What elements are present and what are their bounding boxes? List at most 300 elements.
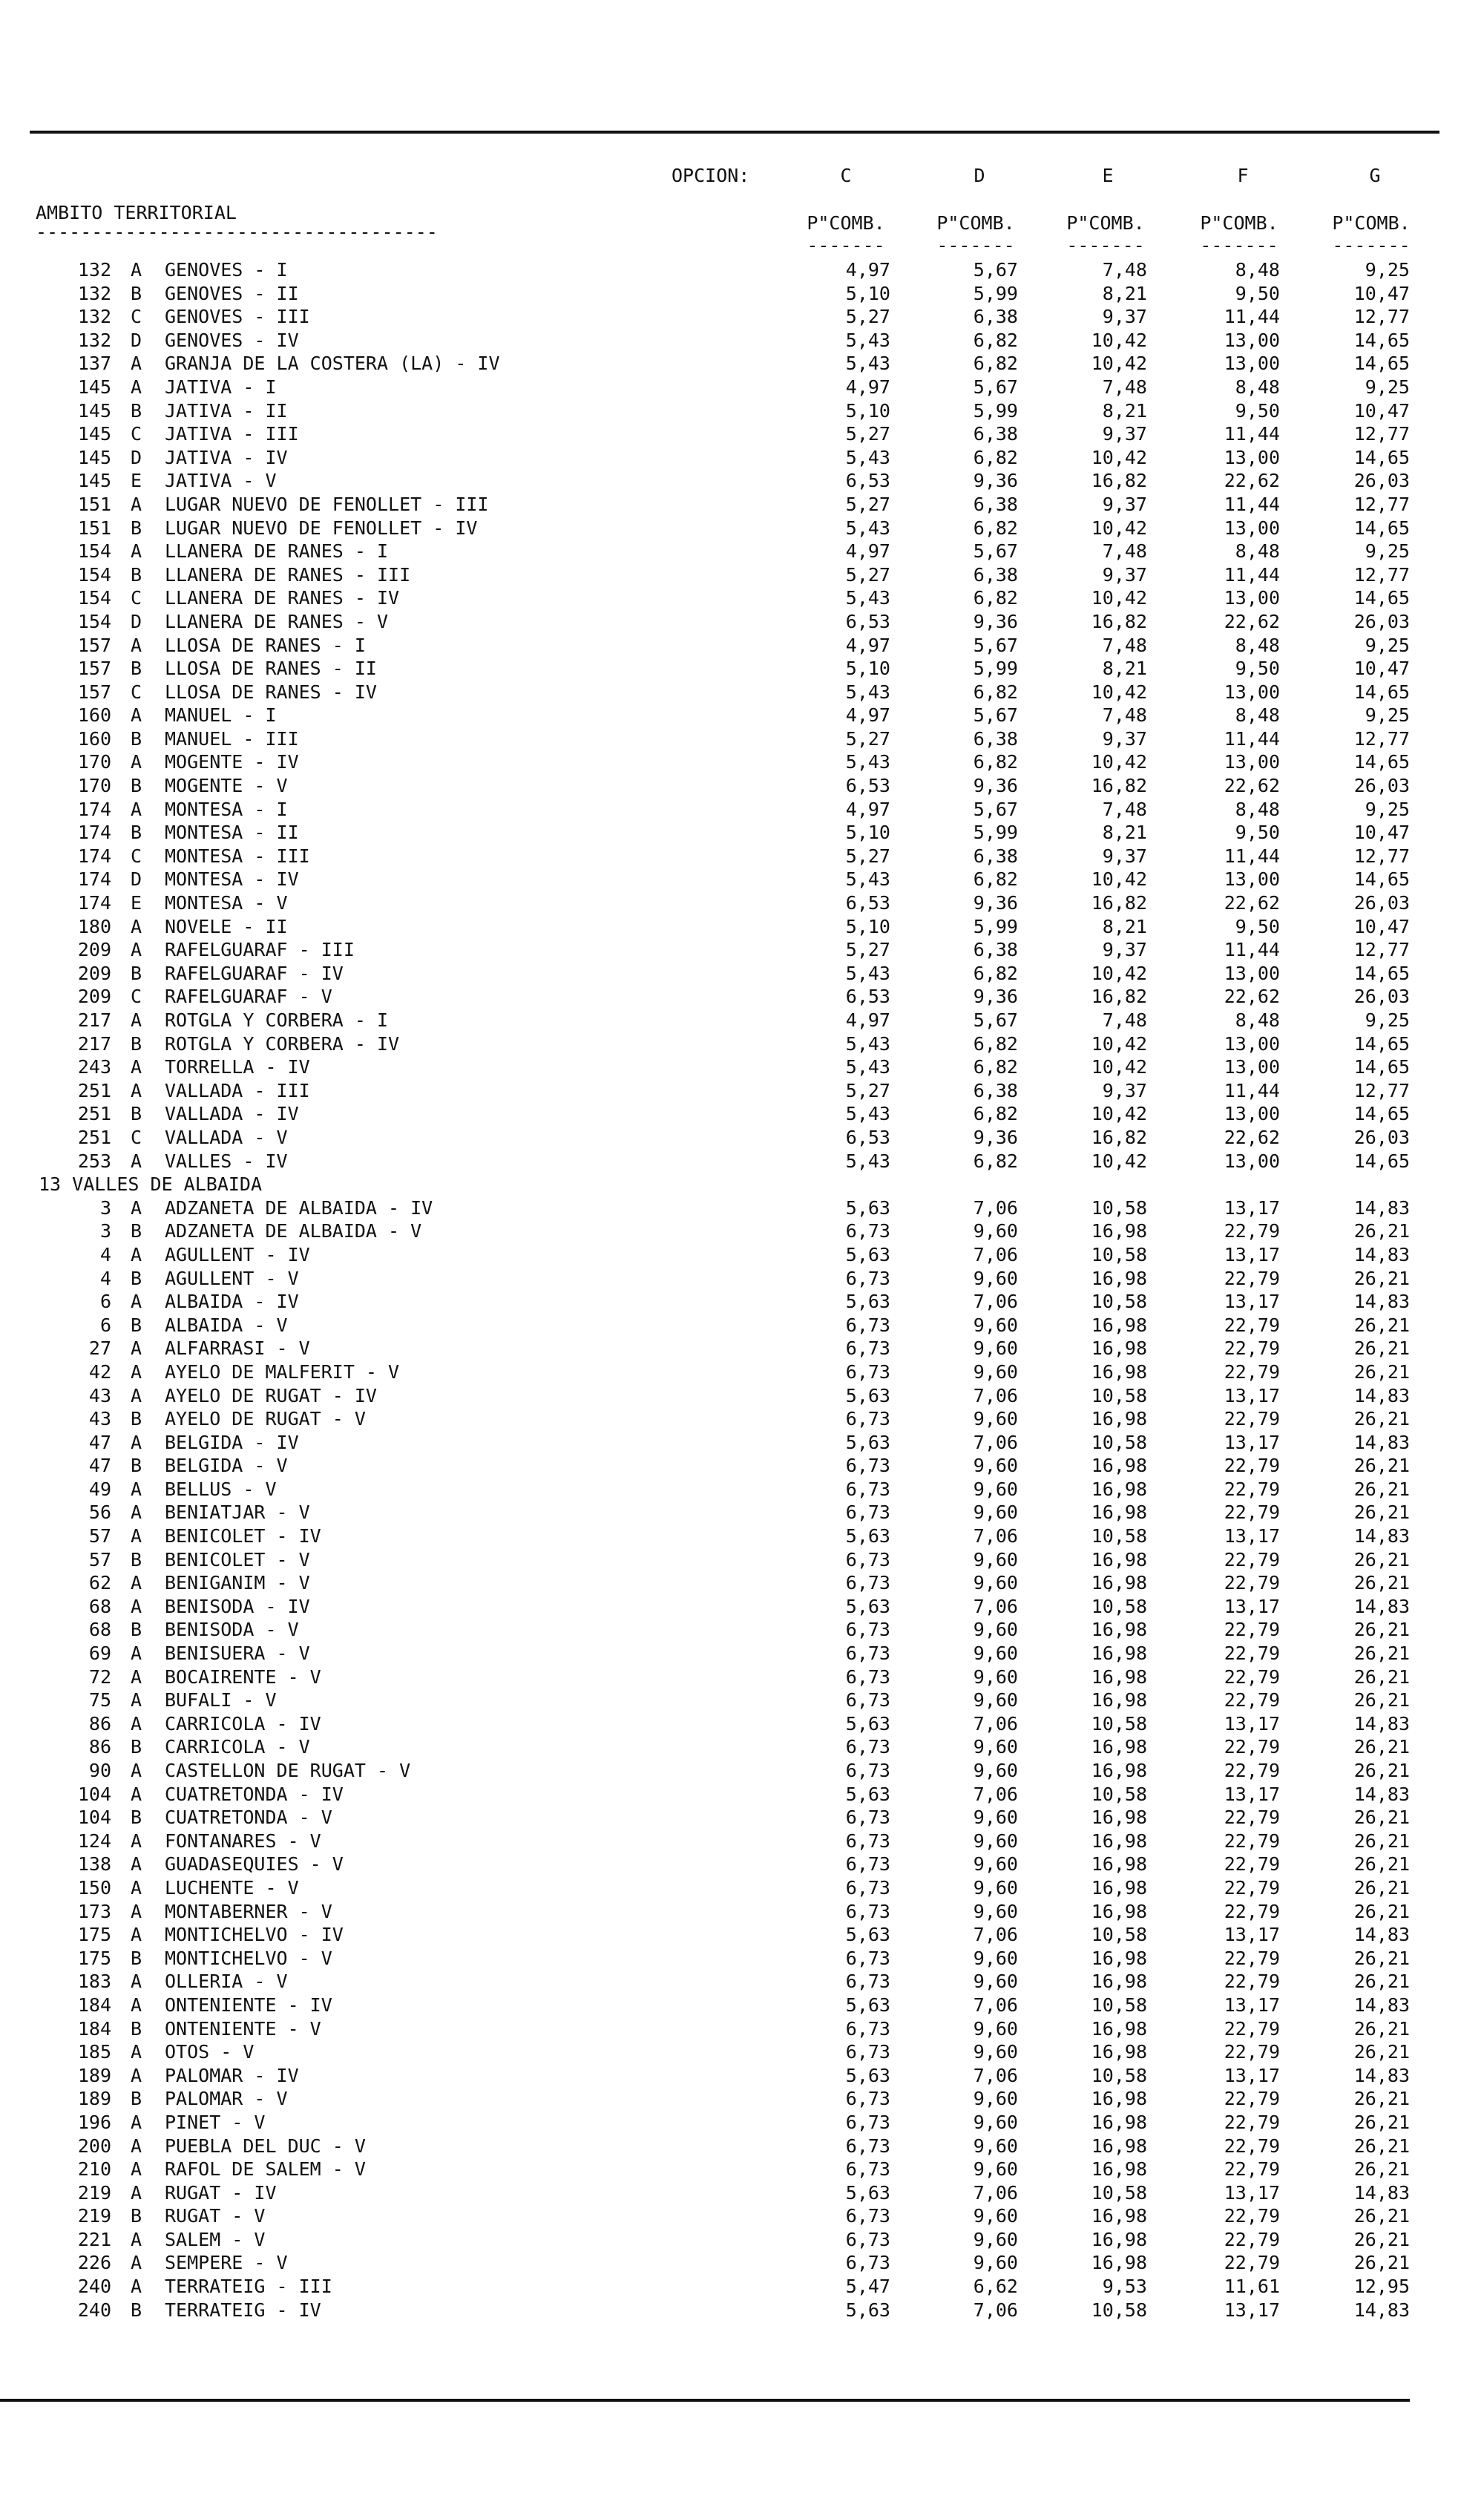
municipality-code: 56: [88, 1501, 111, 1524]
price-value-d: 9,60: [973, 2158, 1018, 2181]
price-value-g: 26,03: [1353, 470, 1410, 492]
zone-letter: B: [131, 2299, 142, 2321]
price-value-c: 6,73: [845, 1267, 890, 1289]
price-value-g: 26,21: [1353, 1760, 1410, 1781]
municipality-code: 157: [77, 681, 111, 703]
municipality-name: NOVELE - II: [165, 915, 288, 937]
price-value-e: 10,58: [1091, 1783, 1147, 1805]
price-value-g: 12,77: [1353, 493, 1410, 515]
price-value-c: 4,97: [845, 259, 890, 281]
price-value-c: 6,73: [845, 1642, 890, 1665]
price-value-g: 26,21: [1353, 1408, 1410, 1430]
price-value-e: 9,37: [1102, 423, 1147, 445]
municipality-code: 174: [77, 822, 111, 844]
price-value-g: 12,77: [1353, 845, 1410, 867]
price-value-d: 5,99: [973, 822, 1018, 844]
municipality-name: TERRATEIG - IV: [165, 2299, 321, 2321]
price-value-f: 22,79: [1224, 1807, 1280, 1829]
price-value-g: 26,21: [1353, 2135, 1410, 2157]
price-value-e: 16,98: [1091, 1337, 1147, 1360]
price-value-f: 13,17: [1224, 1924, 1280, 1946]
table-row: [0, 1595, 1484, 1619]
price-value-e: 7,48: [1102, 704, 1147, 727]
price-value-f: 22,79: [1224, 2252, 1280, 2274]
price-value-e: 16,98: [1091, 1360, 1147, 1383]
price-value-g: 14,83: [1353, 1243, 1410, 1265]
price-value-f: 22,79: [1224, 2228, 1280, 2250]
municipality-code: 209: [77, 962, 111, 984]
price-value-g: 26,21: [1353, 1807, 1410, 1829]
price-value-e: 16,82: [1091, 610, 1147, 632]
zone-letter: D: [131, 329, 142, 351]
price-value-f: 11,44: [1224, 1079, 1280, 1101]
price-value-e: 16,98: [1091, 1736, 1147, 1758]
price-value-f: 22,79: [1224, 1337, 1280, 1360]
price-value-d: 9,60: [973, 1642, 1018, 1665]
price-value-g: 14,83: [1353, 1994, 1410, 2016]
price-value-e: 16,82: [1091, 986, 1147, 1008]
table-row: [0, 1618, 1484, 1642]
price-value-c: 6,53: [845, 986, 890, 1008]
municipality-name: ALBAIDA - IV: [165, 1291, 299, 1313]
municipality-name: AYELO DE MALFERIT - V: [165, 1360, 400, 1383]
zone-letter: A: [131, 1830, 142, 1852]
zone-letter: B: [131, 1267, 142, 1289]
table-row: [0, 2087, 1484, 2111]
price-value-d: 9,60: [973, 1478, 1018, 1500]
price-value-c: 6,73: [845, 1689, 890, 1712]
municipality-name: BELGIDA - V: [165, 1455, 288, 1477]
price-value-d: 9,60: [973, 1947, 1018, 1969]
table-row: [0, 2135, 1484, 2158]
municipality-code: 184: [77, 2017, 111, 2040]
price-value-f: 13,00: [1224, 329, 1280, 351]
table-row: [0, 1783, 1484, 1807]
price-value-g: 26,21: [1353, 1337, 1410, 1360]
municipality-name: MONTESA - V: [165, 892, 288, 914]
price-value-g: 14,65: [1353, 868, 1410, 891]
table-row: [0, 1876, 1484, 1900]
price-value-g: 26,21: [1353, 1572, 1410, 1594]
municipality-code: 221: [77, 2228, 111, 2250]
zone-letter: A: [131, 915, 142, 937]
price-value-c: 6,73: [845, 2041, 890, 2063]
zone-letter: B: [131, 1220, 142, 1242]
price-value-g: 9,25: [1365, 540, 1410, 563]
price-value-d: 9,60: [973, 1548, 1018, 1570]
price-value-c: 5,10: [845, 399, 890, 422]
municipality-name: PUEBLA DEL DUC - V: [165, 2135, 366, 2157]
municipality-code: 174: [77, 845, 111, 867]
column-header-g: [1312, 212, 1431, 257]
municipality-name: AGULLENT - V: [165, 1267, 299, 1289]
municipality-code: 132: [77, 329, 111, 351]
municipality-code: 47: [88, 1455, 111, 1477]
price-value-c: 5,10: [845, 282, 890, 304]
zone-letter: B: [131, 1947, 142, 1969]
price-value-d: 6,82: [973, 962, 1018, 984]
municipality-code: 145: [77, 399, 111, 422]
price-value-g: 9,25: [1365, 798, 1410, 820]
price-value-d: 9,60: [973, 1220, 1018, 1242]
municipality-code: 217: [77, 1032, 111, 1055]
price-value-e: 16,98: [1091, 1853, 1147, 1876]
municipality-code: 210: [77, 2158, 111, 2181]
price-value-f: 22,79: [1224, 2088, 1280, 2110]
municipality-code: 137: [77, 353, 111, 375]
price-value-c: 5,27: [845, 845, 890, 867]
price-value-g: 14,83: [1353, 1783, 1410, 1805]
price-value-d: 9,60: [973, 1900, 1018, 1922]
municipality-name: TORRELLA - IV: [165, 1056, 310, 1078]
price-value-e: 16,82: [1091, 775, 1147, 797]
price-value-f: 8,48: [1235, 704, 1280, 727]
zone-letter: A: [131, 1337, 142, 1360]
zone-letter: E: [131, 892, 142, 914]
price-value-d: 9,60: [973, 1807, 1018, 1829]
price-value-f: 22,79: [1224, 2205, 1280, 2227]
zone-letter: B: [131, 1455, 142, 1477]
table-row: [0, 2275, 1484, 2299]
price-value-c: 5,43: [845, 446, 890, 468]
price-value-c: 6,53: [845, 610, 890, 632]
ambito-territorial-heading: AMBITO TERRITORIAL: [36, 202, 237, 223]
municipality-name: ALBAIDA - V: [165, 1314, 288, 1336]
price-value-d: 9,60: [973, 2088, 1018, 2110]
price-value-g: 26,21: [1353, 2088, 1410, 2110]
zone-letter: A: [131, 634, 142, 656]
zone-letter: A: [131, 1900, 142, 1922]
price-value-d: 9,60: [973, 1337, 1018, 1360]
municipality-code: 175: [77, 1947, 111, 1969]
table-row: [0, 1524, 1484, 1548]
price-value-c: 5,43: [845, 1150, 890, 1172]
price-value-g: 26,21: [1353, 1642, 1410, 1665]
price-value-c: 5,63: [845, 2181, 890, 2204]
price-value-e: 16,98: [1091, 1619, 1147, 1641]
zone-letter: A: [131, 2181, 142, 2204]
municipality-name: BENIATJAR - V: [165, 1501, 310, 1524]
price-value-e: 16,98: [1091, 1548, 1147, 1570]
municipality-name: ALFARRASI - V: [165, 1337, 310, 1360]
column-letter-f: F: [1237, 165, 1249, 186]
price-value-e: 16,98: [1091, 1876, 1147, 1899]
price-value-f: 8,48: [1235, 259, 1280, 281]
municipality-name: RUGAT - IV: [165, 2181, 277, 2204]
zone-letter: B: [131, 517, 142, 539]
price-value-c: 6,73: [845, 1665, 890, 1688]
municipality-name: CUATRETONDA - V: [165, 1807, 332, 1829]
price-value-g: 14,83: [1353, 1384, 1410, 1406]
municipality-code: 196: [77, 2111, 111, 2133]
price-value-e: 16,98: [1091, 2158, 1147, 2181]
zone-letter: B: [131, 2017, 142, 2040]
zone-letter: A: [131, 1760, 142, 1781]
price-value-g: 26,21: [1353, 1478, 1410, 1500]
price-value-f: 22,79: [1224, 1572, 1280, 1594]
table-row: [0, 634, 1484, 658]
price-value-f: 13,17: [1224, 2181, 1280, 2204]
price-value-g: 26,21: [1353, 1876, 1410, 1899]
table-row: [0, 1196, 1484, 1220]
price-value-e: 16,98: [1091, 2111, 1147, 2133]
price-value-e: 10,42: [1091, 1150, 1147, 1172]
municipality-code: 200: [77, 2135, 111, 2157]
price-value-f: 22,79: [1224, 1619, 1280, 1641]
table-row: [0, 1079, 1484, 1103]
municipality-name: GRANJA DE LA COSTERA (LA) - IV: [165, 353, 500, 375]
municipality-code: 170: [77, 751, 111, 773]
municipality-code: 72: [88, 1665, 111, 1688]
price-value-c: 6,73: [845, 1220, 890, 1242]
municipality-code: 86: [88, 1712, 111, 1735]
price-value-d: 6,82: [973, 1103, 1018, 1125]
municipality-name: RAFOL DE SALEM - V: [165, 2158, 366, 2181]
municipality-code: 150: [77, 1876, 111, 1899]
column-letter-e: E: [1102, 165, 1114, 186]
price-value-f: 22,79: [1224, 1408, 1280, 1430]
price-value-c: 6,73: [845, 2088, 890, 2110]
price-value-e: 10,58: [1091, 1924, 1147, 1946]
price-value-g: 12,77: [1353, 939, 1410, 961]
zone-letter: A: [131, 376, 142, 398]
price-value-f: 11,44: [1224, 563, 1280, 586]
municipality-code: 174: [77, 868, 111, 891]
price-value-g: 14,83: [1353, 1712, 1410, 1735]
price-value-c: 6,73: [845, 1900, 890, 1922]
municipality-name: BENIGANIM - V: [165, 1572, 310, 1594]
price-value-d: 9,36: [973, 775, 1018, 797]
municipality-name: MANUEL - III: [165, 727, 299, 750]
price-value-c: 6,73: [845, 2017, 890, 2040]
table-row: [0, 985, 1484, 1009]
zone-letter: B: [131, 563, 142, 586]
price-value-c: 4,97: [845, 798, 890, 820]
price-value-c: 5,27: [845, 306, 890, 328]
zone-letter: A: [131, 1150, 142, 1172]
price-value-g: 10,47: [1353, 658, 1410, 680]
price-value-f: 22,79: [1224, 2111, 1280, 2133]
table-row: [0, 1501, 1484, 1524]
price-value-e: 9,37: [1102, 939, 1147, 961]
price-value-c: 6,73: [845, 1455, 890, 1477]
price-value-d: 9,36: [973, 1126, 1018, 1148]
price-value-c: 5,63: [845, 1291, 890, 1313]
table-row: [0, 727, 1484, 751]
price-value-f: 22,79: [1224, 2041, 1280, 2063]
price-value-f: 13,17: [1224, 1525, 1280, 1547]
table-row: [0, 1735, 1484, 1759]
zone-letter: A: [131, 2041, 142, 2063]
price-value-c: 6,53: [845, 1126, 890, 1148]
table-row: [0, 2251, 1484, 2275]
table-row: [0, 2228, 1484, 2252]
column-letter-d: D: [974, 165, 985, 186]
price-value-d: 7,06: [973, 1924, 1018, 1946]
table-row: [0, 704, 1484, 727]
zone-letter: A: [131, 2228, 142, 2250]
municipality-name: GENOVES - IV: [165, 329, 299, 351]
table-row: [0, 1947, 1484, 1971]
price-value-d: 5,67: [973, 1009, 1018, 1031]
price-value-d: 9,60: [973, 1971, 1018, 1993]
price-value-c: 6,73: [845, 1830, 890, 1852]
municipality-code: 154: [77, 563, 111, 586]
price-value-g: 26,21: [1353, 2111, 1410, 2133]
price-value-d: 6,38: [973, 563, 1018, 586]
table-row: [0, 891, 1484, 915]
municipality-code: 90: [88, 1760, 111, 1781]
price-value-d: 7,06: [973, 1994, 1018, 2016]
zone-letter: B: [131, 2088, 142, 2110]
zone-letter: B: [131, 727, 142, 750]
zone-letter: A: [131, 798, 142, 820]
column-header-rule: -------: [807, 235, 885, 256]
price-value-c: 6,73: [845, 2158, 890, 2181]
table-row: [0, 1407, 1484, 1431]
municipality-name: CARRICOLA - V: [165, 1736, 310, 1758]
price-value-d: 9,60: [973, 1760, 1018, 1781]
price-value-e: 7,48: [1102, 376, 1147, 398]
price-value-f: 22,79: [1224, 1736, 1280, 1758]
municipality-code: 145: [77, 470, 111, 492]
price-value-f: 22,62: [1224, 986, 1280, 1008]
price-value-f: 22,79: [1224, 1360, 1280, 1383]
price-value-g: 14,65: [1353, 1056, 1410, 1078]
municipality-code: 174: [77, 892, 111, 914]
price-value-e: 16,98: [1091, 2041, 1147, 2063]
price-value-d: 7,06: [973, 1712, 1018, 1735]
section-heading: [0, 1173, 1484, 1196]
price-value-g: 14,65: [1353, 1103, 1410, 1125]
price-value-f: 13,00: [1224, 1056, 1280, 1078]
municipality-code: 69: [88, 1642, 111, 1665]
price-value-g: 14,65: [1353, 1032, 1410, 1055]
price-value-e: 10,58: [1091, 1525, 1147, 1547]
table-row: [0, 1478, 1484, 1501]
price-value-e: 7,48: [1102, 1009, 1147, 1031]
price-value-e: 16,98: [1091, 1220, 1147, 1242]
price-value-g: 26,21: [1353, 1314, 1410, 1336]
price-value-d: 6,82: [973, 1150, 1018, 1172]
price-value-f: 22,79: [1224, 1900, 1280, 1922]
municipality-code: 6: [99, 1291, 111, 1313]
price-value-g: 12,77: [1353, 423, 1410, 445]
municipality-name: BUFALI - V: [165, 1689, 277, 1712]
municipality-code: 68: [88, 1619, 111, 1641]
municipality-code: 132: [77, 306, 111, 328]
price-value-e: 7,48: [1102, 259, 1147, 281]
column-header-rule: -------: [1066, 235, 1145, 256]
price-value-c: 4,97: [845, 634, 890, 656]
column-header-label: P"COMB.: [807, 212, 885, 234]
municipality-name: VALLES - IV: [165, 1150, 288, 1172]
table-row: [0, 1150, 1484, 1173]
price-value-e: 10,42: [1091, 751, 1147, 773]
price-value-g: 26,03: [1353, 892, 1410, 914]
table-row: [0, 1384, 1484, 1408]
zone-letter: C: [131, 306, 142, 328]
price-value-g: 26,21: [1353, 1971, 1410, 1993]
price-value-c: 5,63: [845, 1783, 890, 1805]
municipality-name: MONTICHELVO - IV: [165, 1924, 344, 1946]
zone-letter: A: [131, 1924, 142, 1946]
zone-letter: D: [131, 868, 142, 891]
municipality-name: CUATRETONDA - IV: [165, 1783, 344, 1805]
price-value-d: 7,06: [973, 2181, 1018, 2204]
price-value-e: 8,21: [1102, 915, 1147, 937]
municipality-name: CASTELLON DE RUGAT - V: [165, 1760, 411, 1781]
price-value-e: 9,37: [1102, 493, 1147, 515]
municipality-name: LLANERA DE RANES - V: [165, 610, 389, 632]
price-value-e: 10,42: [1091, 587, 1147, 609]
zone-letter: C: [131, 423, 142, 445]
municipality-name: MONTESA - II: [165, 822, 299, 844]
price-value-c: 5,27: [845, 1079, 890, 1101]
price-value-d: 7,06: [973, 2064, 1018, 2086]
municipality-name: VALLADA - III: [165, 1079, 310, 1101]
price-value-g: 26,21: [1353, 1360, 1410, 1383]
zone-letter: B: [131, 282, 142, 304]
price-value-e: 10,58: [1091, 1595, 1147, 1617]
municipality-name: ONTENIENTE - V: [165, 2017, 321, 2040]
price-value-f: 22,79: [1224, 1642, 1280, 1665]
price-value-c: 6,73: [845, 2228, 890, 2250]
price-value-c: 6,73: [845, 1853, 890, 1876]
price-value-f: 8,48: [1235, 798, 1280, 820]
column-header-rule: -------: [1200, 235, 1278, 256]
column-header-rule: -------: [936, 235, 1015, 256]
municipality-code: 175: [77, 1924, 111, 1946]
zone-letter: C: [131, 986, 142, 1008]
zone-letter: E: [131, 470, 142, 492]
column-header-rule: -------: [1332, 235, 1411, 256]
municipality-name: GENOVES - I: [165, 259, 288, 281]
municipality-name: OTOS - V: [165, 2041, 255, 2063]
municipality-code: 145: [77, 423, 111, 445]
municipality-name: MONTESA - III: [165, 845, 310, 867]
price-value-e: 16,98: [1091, 1642, 1147, 1665]
price-value-c: 5,43: [845, 517, 890, 539]
municipality-name: AYELO DE RUGAT - V: [165, 1408, 366, 1430]
municipality-code: 3: [99, 1220, 111, 1242]
municipality-name: LLANERA DE RANES - IV: [165, 587, 400, 609]
price-value-g: 26,21: [1353, 2228, 1410, 2250]
price-value-d: 6,38: [973, 1079, 1018, 1101]
table-row: [0, 1055, 1484, 1079]
price-value-d: 9,60: [973, 1572, 1018, 1594]
price-value-e: 16,98: [1091, 1572, 1147, 1594]
price-value-d: 6,82: [973, 1032, 1018, 1055]
price-value-f: 11,44: [1224, 939, 1280, 961]
ambito-underline: ------------------------------------: [36, 221, 438, 243]
municipality-code: 189: [77, 2064, 111, 2086]
municipality-code: 132: [77, 259, 111, 281]
table-row: [0, 2040, 1484, 2064]
zone-letter: A: [131, 1783, 142, 1805]
municipality-name: MANUEL - I: [165, 704, 277, 727]
price-value-g: 14,83: [1353, 1196, 1410, 1219]
price-value-c: 5,10: [845, 822, 890, 844]
price-value-f: 13,17: [1224, 1196, 1280, 1219]
table-row: [0, 1431, 1484, 1455]
price-value-g: 14,65: [1353, 587, 1410, 609]
price-value-f: 13,00: [1224, 587, 1280, 609]
price-value-e: 10,58: [1091, 1243, 1147, 1265]
municipality-name: SEMPERE - V: [165, 2252, 288, 2274]
price-value-e: 16,98: [1091, 1455, 1147, 1477]
price-value-g: 14,83: [1353, 1525, 1410, 1547]
